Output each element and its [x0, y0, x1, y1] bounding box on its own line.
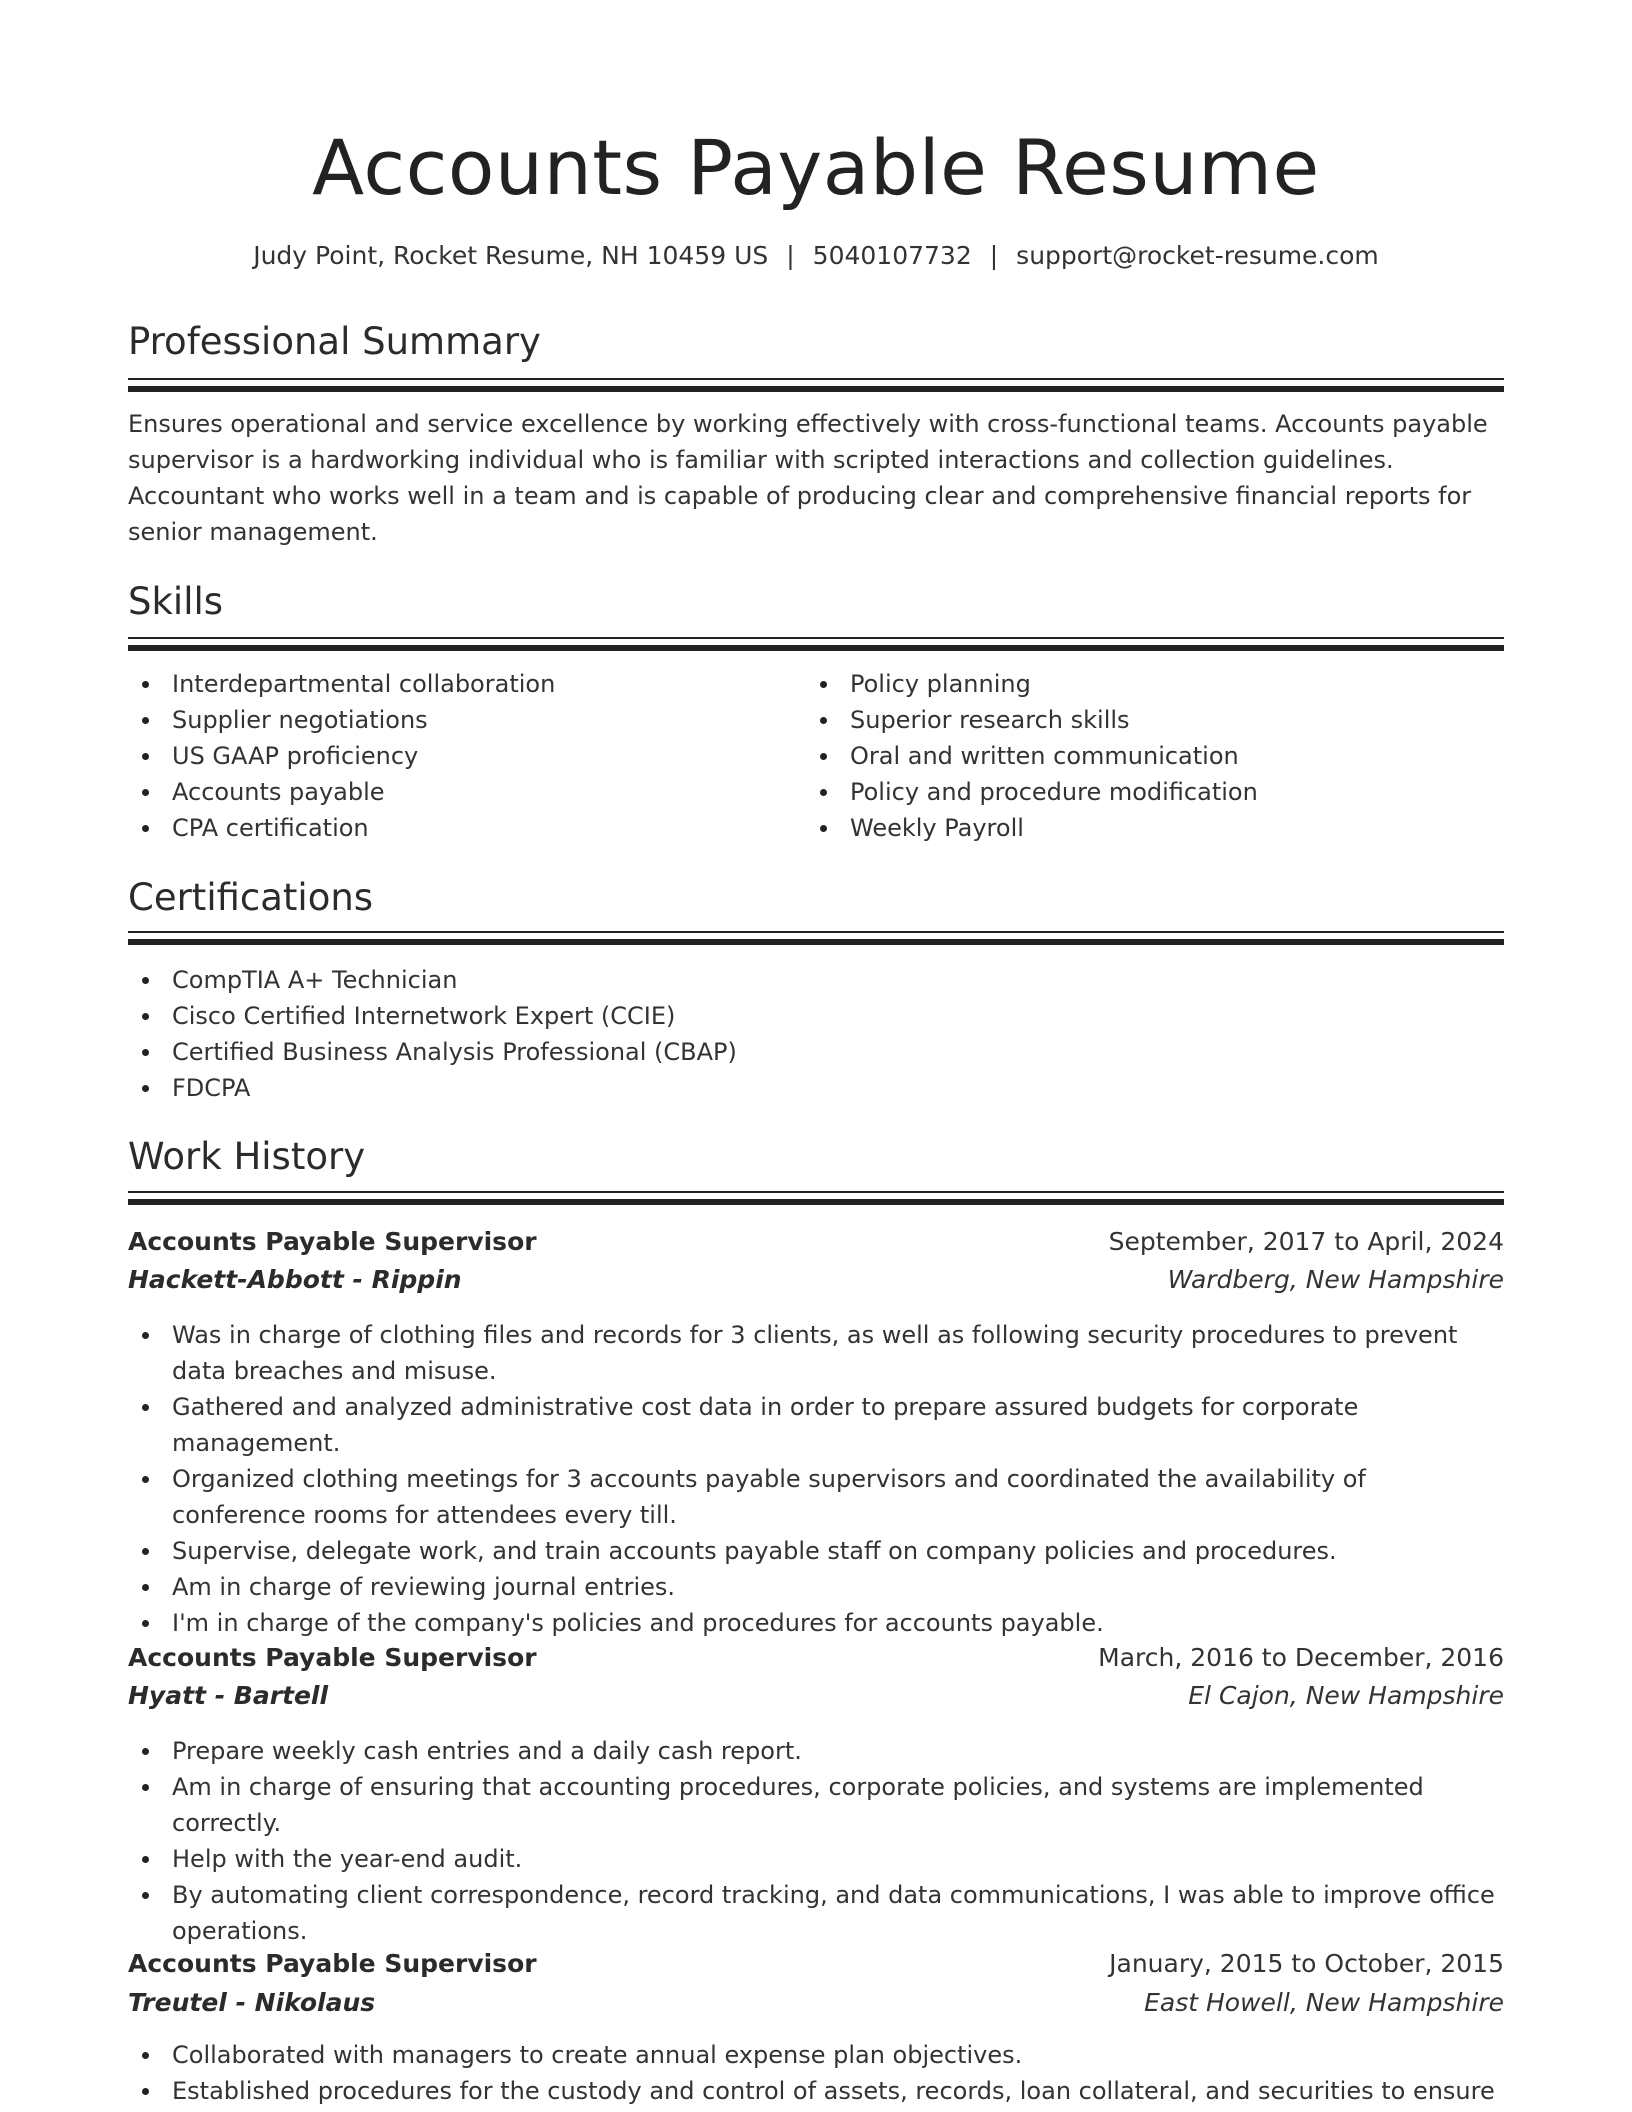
list-item: US GAAP proficiency [128, 738, 788, 774]
job-bullets [128, 1317, 1504, 1641]
list-item: Supplier negotiations [128, 702, 788, 738]
job-subheader [128, 1984, 1504, 2022]
list-item: Prepare weekly cash entries and a daily cash report. [128, 1733, 1504, 1769]
list-item: Weekly Payroll [806, 810, 1504, 846]
contact-separator: | [989, 241, 999, 270]
job-dates: September, 2017 to April, 2024 [1108, 1227, 1504, 1256]
job-subheader [128, 1677, 1504, 1715]
list-item: FDCPA [128, 1070, 1504, 1106]
contact-email: support@rocket-resume.com [1016, 241, 1379, 270]
contact-separator: | [786, 241, 795, 270]
list-item: Policy planning [806, 666, 1504, 702]
list-item: Gathered and analyzed administrative cost data in order to prepare assured budgets for corporate management. [128, 1389, 1504, 1461]
list-item: I'm in charge of the company's policies and procedures for accounts payable. [128, 1605, 1504, 1641]
skills-list-right [806, 666, 1504, 846]
contact-phone: 5040107732 [812, 241, 972, 270]
page-title: Accounts Payable Resume [312, 123, 1320, 212]
job-location: East Howell, New Hampshire [1144, 1988, 1504, 2017]
job-dates: March, 2016 to December, 2016 [1098, 1643, 1504, 1672]
job-dates: January, 2015 to October, 2015 [1109, 1949, 1504, 1978]
job-title: Accounts Payable Supervisor [128, 1949, 537, 1978]
section-divider [128, 931, 1504, 945]
section-heading-summary: Professional Summary [128, 320, 541, 363]
job-company: Hackett-Abbott - Rippin [128, 1265, 462, 1294]
list-item: Policy and procedure modification [806, 774, 1504, 810]
section-divider [128, 378, 1504, 392]
list-item: Oral and written communication [806, 738, 1504, 774]
job-location: El Cajon, New Hampshire [1188, 1681, 1504, 1710]
summary-text: Ensures operational and service excellence by working effectively with cross-functional teams. Accounts payable supervisor is a hardworking individual who is familiar with scripted interactions and collection guidelines. Accountant who works well in a team and is capable of producing clear and comprehensive financial reports for senior management. [128, 410, 1488, 546]
list-item: By automating client correspondence, record tracking, and data communications, I was able to improve office operations. [128, 1877, 1504, 1949]
list-item: CPA certification [128, 810, 788, 846]
list-item: Collaborated with managers to create annual expense plan objectives. [128, 2037, 1504, 2073]
list-item: Cisco Certified Internetwork Expert (CCIE) [128, 998, 1504, 1034]
job-location: Wardberg, New Hampshire [1167, 1265, 1504, 1294]
list-item: Superior research skills [806, 702, 1504, 738]
contact-address: Judy Point, Rocket Resume, NH 10459 US [253, 241, 769, 270]
job-subheader [128, 1261, 1504, 1299]
list-item: Supervise, delegate work, and train accounts payable staff on company policies and procedures. [128, 1533, 1504, 1569]
list-item: Interdepartmental collaboration [128, 666, 788, 702]
list-item: Help with the year-end audit. [128, 1841, 1504, 1877]
job-title: Accounts Payable Supervisor [128, 1643, 537, 1672]
section-heading-certifications: Certifications [128, 876, 374, 919]
section-divider [128, 1191, 1504, 1205]
skills-list-left [128, 666, 788, 846]
section-heading-skills: Skills [128, 580, 224, 623]
job-title: Accounts Payable Supervisor [128, 1227, 537, 1256]
list-item: CompTIA A+ Technician [128, 962, 1504, 998]
list-item: Was in charge of clothing files and records for 3 clients, as well as following security procedures to prevent data breaches and misuse. [128, 1317, 1504, 1389]
section-divider [128, 637, 1504, 651]
job-bullets [128, 1733, 1504, 1949]
section-heading-work-history: Work History [128, 1135, 366, 1178]
job-company: Hyatt - Bartell [128, 1681, 329, 1710]
list-item: Established procedures for the custody and control of assets, records, loan collateral, and securities to ensure [128, 2073, 1504, 2109]
list-item: Organized clothing meetings for 3 accounts payable supervisors and coordinated the availability of conference rooms for attendees every till. [128, 1461, 1504, 1533]
list-item: Am in charge of ensuring that accounting procedures, corporate policies, and systems are implemented correctly. [128, 1769, 1504, 1841]
certifications-list [128, 962, 1504, 1106]
list-item: Accounts payable [128, 774, 788, 810]
list-item: Certified Business Analysis Professional (CBAP) [128, 1034, 1504, 1070]
job-company: Treutel - Nikolaus [128, 1988, 376, 2017]
job-header [128, 1945, 1504, 1983]
job-bullets [128, 2037, 1504, 2109]
job-header [128, 1223, 1504, 1261]
job-header [128, 1639, 1504, 1677]
contact-line [128, 238, 1504, 274]
list-item: Am in charge of reviewing journal entries. [128, 1569, 1504, 1605]
